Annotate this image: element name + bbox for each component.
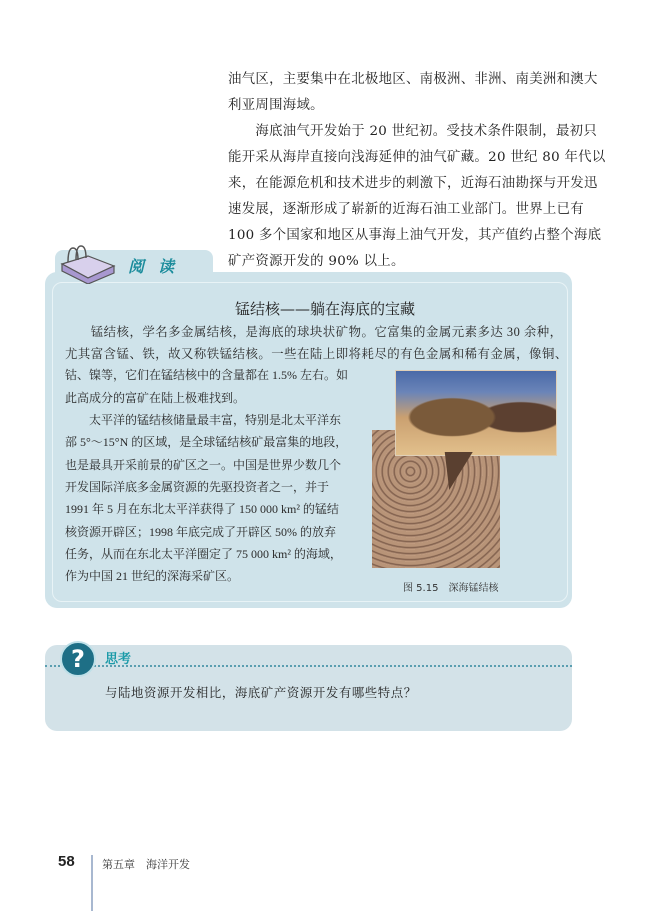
page-number: 58 [58,853,75,870]
body-text-line: 油气区，主要集中在北极地区、南极洲、非洲、南美洲和澳大 [228,72,598,87]
think-label: 思考 [105,652,132,667]
reading-text-line: 钴、镍等，它们在锰结核中的含量都在 1.5% 左右。如 [65,368,348,382]
reading-text-line: 1991 年 5 月在东北太平洋获得了 150 000 km² 的锰结 [65,502,339,516]
figure-caption: 图 5.15 深海锰结核 [403,583,499,594]
footer-divider [91,855,93,911]
body-text-line: 100 多个国家和地区从事海上油气开发，其产值约占整个海底 [228,228,602,243]
body-text-line: 能开采从海岸直接向浅海延伸的油气矿藏。20 世纪 80 年代以 [228,150,606,165]
think-question: 与陆地资源开发相比，海底矿产资源开发有哪些特点？ [105,685,417,700]
reading-title: 锰结核——躺在海底的宝藏 [234,300,415,318]
reading-text-line: 任务，从而在东北太平洋圈定了 75 000 km² 的海域， [65,547,342,561]
reading-tab-label: 阅读 [128,257,189,276]
chapter-title: 第五章 海洋开发 [102,858,190,871]
nodule-closeup-photo [395,370,557,456]
reading-text-line: 太平洋的锰结核储量最丰富，特别是北太平洋东 [65,413,342,427]
body-text-line: 利亚周围海域。 [228,98,324,113]
reading-text-line: 开发国际洋底多金属资源的先驱投资者之一，并于 [65,480,330,494]
question-mark-icon: ? [60,641,96,677]
reading-text-line: 尤其富含锰、铁，故又称铁锰结核。一些在陆上即将耗尽的有色金属和稀有金属，像铜、 [65,347,568,361]
reading-text-line: 也是最具开采前景的矿区之一。中国是世界少数几个 [65,458,342,472]
reading-text-line: 核资源开辟区；1998 年底完成了开辟区 50% 的放弃 [65,525,336,539]
body-text-line: 来，在能源危机和技术进步的刺激下，近海石油勘探与开发迅 [228,176,598,191]
reading-text-line: 作为中国 21 世纪的深海采矿区。 [65,569,240,583]
book-icon [58,244,120,284]
body-text-line: 海底油气开发始于 20 世纪初。受技术条件限制，最初只 [228,124,598,139]
reading-text-line: 此高成分的富矿在陆上极难找到。 [65,391,246,405]
body-text-line: 矿产资源开发的 90% 以上。 [228,254,405,269]
reading-text-line: 锰结核，学名多金属结核，是海底的球块状矿物。它富集的金属元素多达 30 余种， [65,325,563,339]
reading-text-line: 部 5°～15°N 的区域，是全球锰结核矿最富集的地段， [65,435,348,449]
body-text-line: 速发展，逐渐形成了崭新的近海石油工业部门。世界上已有 [228,202,584,217]
